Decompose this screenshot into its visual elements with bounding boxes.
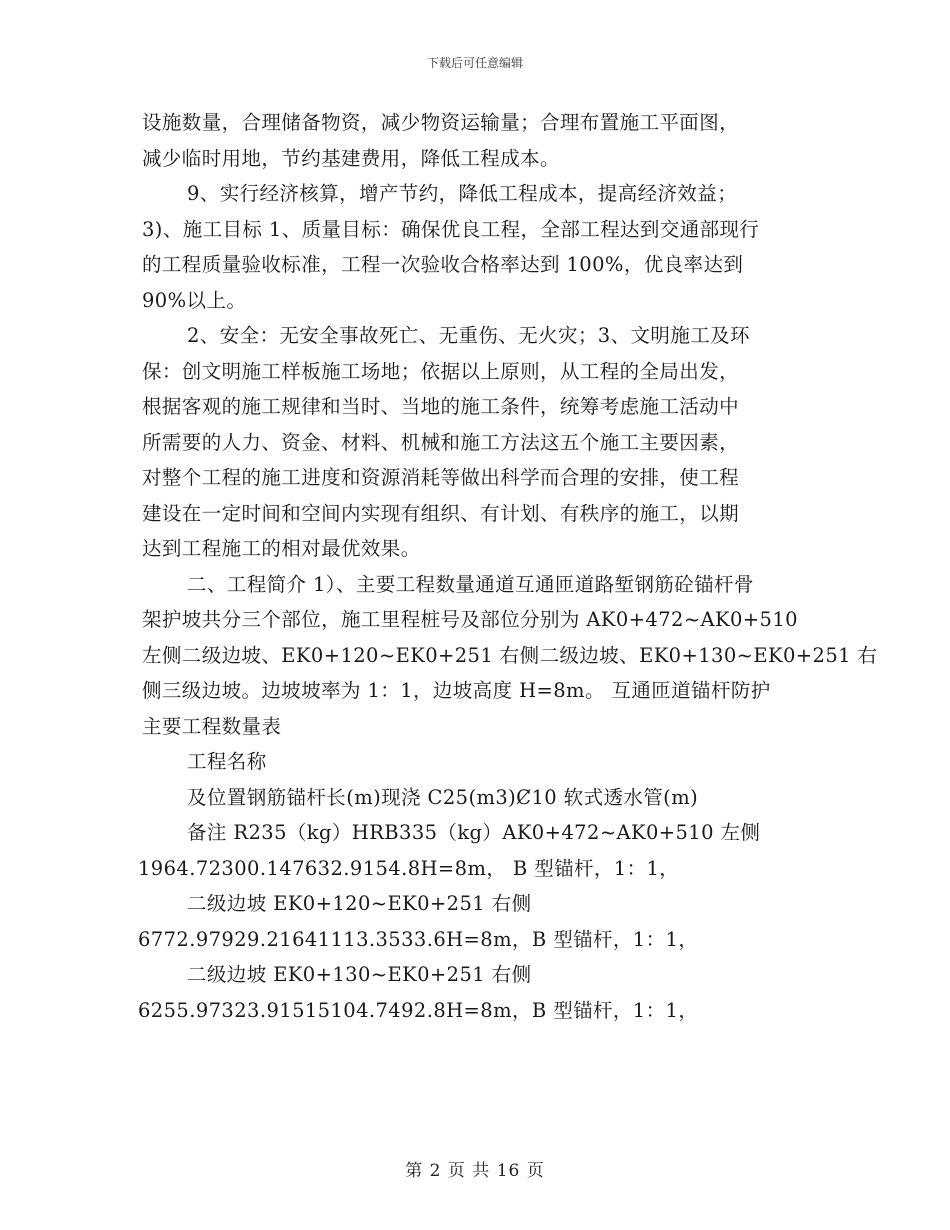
text-line: 保：创文明施工样板施工场地；依据以上原则，从工程的全局出发，: [142, 359, 740, 383]
page-number-footer: 第 2 页 共 16 页: [405, 1161, 545, 1181]
table-text-line: 二级边坡 EK0+130~EK0+251 右侧: [187, 963, 532, 986]
text-line: 侧三级边坡。边坡坡率为 1：1，边坡高度 H=8m。 互通匝道锚杆防护: [142, 679, 771, 702]
table-caption-line: 工程名称: [187, 750, 267, 773]
text-line: 架护坡共分三个部位，施工里程桩号及部位分别为 AK0+472~AK0+510: [142, 608, 798, 631]
paragraph-start: 9、实行经济核算，增产节约，降低工程成本，提高经济效益；: [187, 182, 738, 205]
document-body: [138, 105, 878, 1028]
table-text-line: 及位置钢筋锚杆长(m)现浇 C25(m3)Ȼ10 软式透水管(m): [187, 785, 699, 809]
page-header: 下载后可任意编辑: [426, 56, 523, 70]
text-line: 对整个工程的施工进度和资源消耗等做出科学而合理的安排，使工程: [142, 466, 740, 489]
text-line: 减少临时用地，节约基建费用，降低工程成本。: [142, 146, 560, 170]
table-value-line: 1964.72300.147632.9154.8H=8m， B 型锚杆，1：1，: [138, 856, 680, 880]
text-line: 建设在一定时间和空间内实现有组织、有计划、有秩序的施工，以期: [142, 501, 740, 525]
text-line: 左侧二级边坡、EK0+120~EK0+251 右侧二级边坡、EK0+130~EK0+251 右: [142, 643, 878, 667]
text-line: 根据客观的施工规律和当时、当地的施工条件，统筹考虑施工活动中: [142, 395, 740, 418]
text-line: 所需要的人力、资金、材料、机械和施工方法这五个施工主要因素，: [142, 430, 740, 454]
table-value-line: 6255.97323.91515104.7492.8H=8m，B 型锚杆，1：1，: [138, 998, 699, 1022]
text-line: 的工程质量验收标准，工程一次验收合格率达到 100%，优良率达到: [142, 253, 744, 276]
text-line: 设施数量，合理储备物资，减少物资运输量；合理布置施工平面图，: [142, 111, 740, 134]
text-line: 主要工程数量表: [142, 714, 282, 738]
text-line: 3)、施工目标 1、质量目标：确保优良工程，全部工程达到交通部现行: [142, 217, 760, 241]
text-line: 90%以上。: [142, 288, 247, 312]
table-value-line: 6772.97929.21641113.3533.6H=8m，B 型锚杆，1：1，: [138, 927, 699, 951]
table-text-line: 二级边坡 EK0+120~EK0+251 右侧: [187, 892, 532, 915]
text-line: 达到工程施工的相对最优效果。: [142, 537, 421, 560]
paragraph-start: 二、工程简介 1）、主要工程数量通道互通匝道路堑钢筋砼锚杆骨: [187, 572, 754, 596]
paragraph-start: 2、安全：无安全事故死亡、无重伤、无火灾；3、文明施工及环: [187, 324, 750, 347]
table-text-line: 备注 R235（kg）HRB335（kg）AK0+472~AK0+510 左侧: [187, 821, 761, 844]
